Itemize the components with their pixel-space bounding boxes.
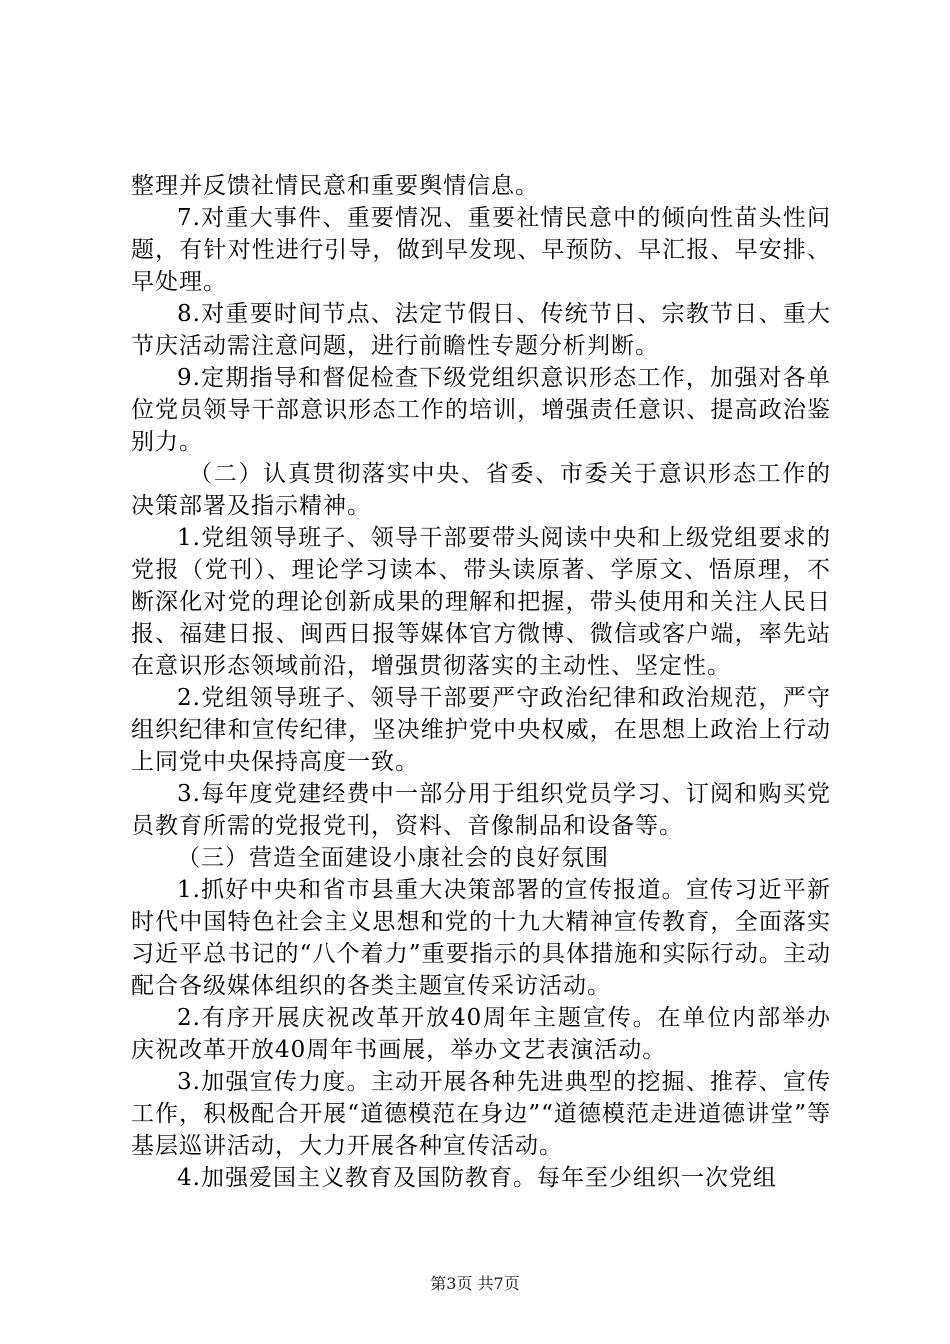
document-body	[131, 170, 831, 1194]
paragraph: 2.有序开展庆祝改革开放40周年主题宣传。在单位内部举办庆祝改革开放40周年书画展，举办文艺表演活动。	[131, 1005, 831, 1063]
paragraph: 8.对重要时间节点、法定节假日、传统节日、宗教节日、重大节庆活动需注意问题，进行前瞻性专题分析判断。	[131, 301, 831, 359]
paragraph: 3.每年度党建经费中一部分用于组织党员学习、订阅和购买党员教育所需的党报党刊，资料、音像制品和设备等。	[131, 781, 831, 839]
page-number-footer: 第3页 共7页	[430, 1274, 520, 1293]
paragraph: 1.党组领导班子、领导干部要带头阅读中央和上级党组要求的党报（党刊）、理论学习读本、带头读原著、学原文、悟原理，不断深化对党的理论创新成果的理解和把握，带头使用和关注人民日报、福建日报、闽西日报等媒体官方微博、微信或客户端，率先站在意识形态领域前沿，增强贯彻落实的主动性、坚定性。	[131, 525, 831, 679]
section-heading: （三）营造全面建设小康社会的良好氛围	[177, 845, 609, 871]
paragraph: 整理并反馈社情民意和重要舆情信息。	[131, 173, 539, 199]
paragraph: 4.加强爱国主义教育及国防教育。每年至少组织一次党组	[177, 1165, 777, 1191]
section-heading: （二）认真贯彻落实中央、省委、市委关于意识形态工作的决策部署及指示精神。	[131, 461, 831, 519]
paragraph: 1.抓好中央和省市县重大决策部署的宣传报道。宣传习近平新时代中国特色社会主义思想和党的十九大精神宣传教育，全面落实习近平总书记的“八个着力”重要指示的具体措施和实际行动。主动配合各级媒体组织的各类主题宣传采访活动。	[131, 877, 831, 999]
paragraph: 9.定期指导和督促检查下级党组织意识形态工作，加强对各单位党员领导干部意识形态工作的培训，增强责任意识、提高政治鉴别力。	[131, 365, 831, 455]
paragraph: 2.党组领导班子、领导干部要严守政治纪律和政治规范，严守组织纪律和宣传纪律，坚决维护党中央权威，在思想上政治上行动上同党中央保持高度一致。	[131, 685, 831, 775]
paragraph: 3.加强宣传力度。主动开展各种先进典型的挖掘、推荐、宣传工作，积极配合开展“道德模范在身边”“道德模范走进道德讲堂”等基层巡讲活动，大力开展各种宣传活动。	[131, 1069, 831, 1159]
paragraph: 7.对重大事件、重要情况、重要社情民意中的倾向性苗头性问题，有针对性进行引导，做到早发现、早预防、早汇报、早安排、早处理。	[131, 205, 831, 295]
